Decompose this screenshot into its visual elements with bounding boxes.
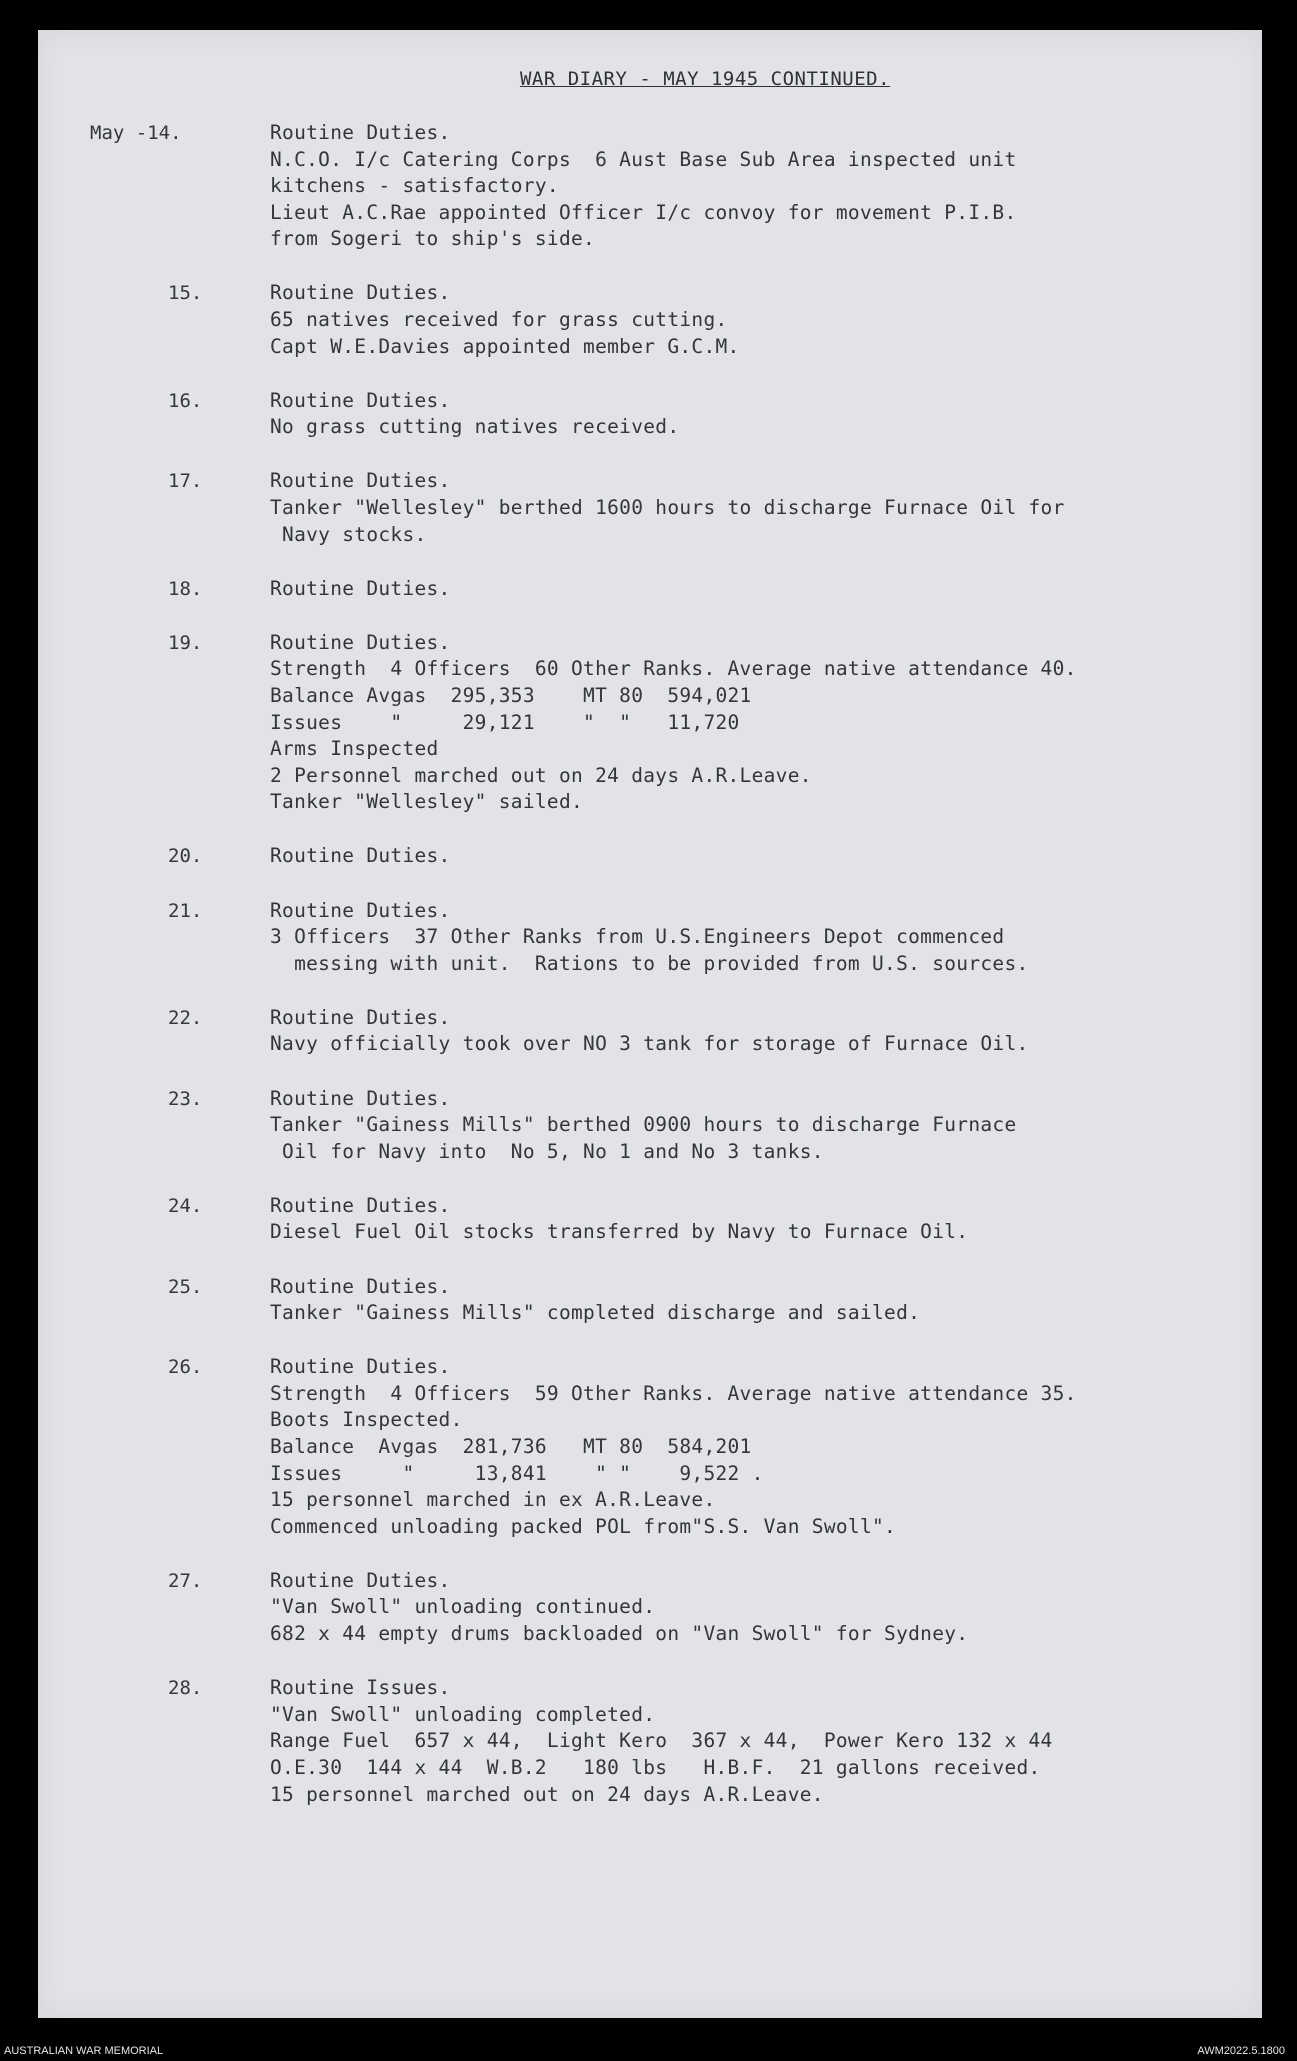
diary-entry	[38, 1568, 1262, 1648]
entry-line: Tanker "Wellesley" berthed 1600 hours to discharge Furnace Oil for	[270, 496, 1065, 520]
entry-text	[270, 120, 1262, 253]
entry-text	[270, 630, 1262, 816]
entry-line: Navy stocks.	[270, 522, 427, 546]
diary-entry	[38, 630, 1262, 816]
footer-institution: AUSTRALIAN WAR MEMORIAL	[4, 2045, 164, 2057]
entry-line: Diesel Fuel Oil stocks transferred by Navy to Furnace Oil.	[270, 1220, 969, 1244]
entry-line: Strength 4 Officers 60 Other Ranks. Average native attendance 40.	[270, 657, 1077, 681]
entry-date: 27.	[168, 1569, 203, 1592]
diary-entries	[38, 120, 1262, 1836]
entry-date: 26.	[168, 1356, 203, 1379]
entry-line: Commenced unloading packed POL from"S.S. Van Swoll".	[270, 1514, 897, 1538]
entry-text	[270, 843, 1262, 870]
entry-date: 23.	[168, 1087, 203, 1110]
entry-date: 20.	[168, 845, 203, 868]
entry-text	[270, 1005, 1262, 1058]
entry-line: O.E.30 144 x 44 W.B.2 180 lbs H.B.F. 21 gallons received.	[270, 1755, 1041, 1779]
entry-text	[270, 280, 1262, 360]
entry-line: 2 Personnel marched out on 24 days A.R.Leave.	[270, 763, 812, 787]
entry-line: 682 x 44 empty drums backloaded on "Van Swoll" for Sydney.	[270, 1622, 969, 1646]
entry-line: 15 personnel marched in ex A.R.Leave.	[270, 1488, 716, 1512]
entry-line: kitchens - satisfactory.	[270, 174, 559, 198]
entry-line: N.C.O. I/c Catering Corps 6 Aust Base Sub Area inspected unit	[270, 147, 1017, 171]
diary-entry	[38, 1086, 1262, 1166]
entry-date: 15.	[168, 282, 203, 305]
entry-text	[270, 1086, 1262, 1166]
entry-text	[270, 898, 1262, 978]
entry-line: Range Fuel 657 x 44, Light Kero 367 x 44, Power Kero 132 x 44	[270, 1729, 1053, 1753]
entry-line: Boots Inspected.	[270, 1408, 463, 1432]
entry-date: 22.	[168, 1006, 203, 1029]
diary-entry	[38, 468, 1262, 548]
entry-line: Balance Avgas 281,736 MT 80 584,201	[270, 1434, 752, 1458]
entry-line: Lieut A.C.Rae appointed Officer I/c convoy for movement P.I.B.	[270, 200, 1017, 224]
entry-text	[270, 1193, 1262, 1246]
entry-line: messing with unit. Rations to be provided from U.S. sources.	[270, 951, 1029, 975]
entry-line: Routine Duties.	[270, 281, 451, 305]
entry-date: 21.	[168, 899, 203, 922]
entry-line: Routine Duties.	[270, 898, 451, 922]
entry-date: 17.	[168, 470, 203, 493]
entry-line: Routine Duties.	[270, 576, 451, 600]
entry-line: Routine Duties.	[270, 1005, 451, 1029]
entry-line: Capt W.E.Davies appointed member G.C.M.	[270, 334, 740, 358]
diary-entry	[38, 388, 1262, 441]
entry-line: Routine Duties.	[270, 844, 451, 868]
entry-date: 19.	[168, 631, 203, 654]
entry-date: 24.	[168, 1194, 203, 1217]
diary-entry	[38, 280, 1262, 360]
entry-line: Tanker "Gainess Mills" completed discharge and sailed.	[270, 1301, 921, 1325]
entry-line: Routine Duties.	[270, 1274, 451, 1298]
entry-line: Routine Duties.	[270, 630, 451, 654]
entry-text	[270, 576, 1262, 603]
page-title: WAR DIARY - MAY 1945 CONTINUED.	[519, 68, 891, 90]
entry-line: No grass cutting natives received.	[270, 415, 680, 439]
diary-entry	[38, 1675, 1262, 1808]
entry-line: Routine Duties.	[270, 1086, 451, 1110]
entry-line: 15 personnel marched out on 24 days A.R.Leave.	[270, 1782, 824, 1806]
diary-entry	[38, 1354, 1262, 1540]
diary-entry	[38, 1193, 1262, 1246]
entry-date: 28.	[168, 1677, 203, 1700]
diary-entry	[38, 898, 1262, 978]
entry-line: Issues " 29,121 " " 11,720	[270, 710, 740, 734]
entry-line: "Van Swoll" unloading completed.	[270, 1702, 656, 1726]
diary-entry	[38, 1274, 1262, 1327]
entry-line: Routine Issues.	[270, 1676, 451, 1700]
entry-line: Navy officially took over NO 3 tank for storage of Furnace Oil.	[270, 1032, 1029, 1056]
diary-entry	[38, 1005, 1262, 1058]
entry-line: 3 Officers 37 Other Ranks from U.S.Engineers Depot commenced	[270, 925, 1005, 949]
entry-line: Routine Duties.	[270, 1568, 451, 1592]
entry-date: 25.	[168, 1275, 203, 1298]
entry-line: Oil for Navy into No 5, No 1 and No 3 tanks.	[270, 1139, 824, 1163]
entry-line: Arms Inspected	[270, 737, 439, 761]
entry-line: Tanker "Gainess Mills" berthed 0900 hours to discharge Furnace	[270, 1113, 1017, 1137]
entry-text	[270, 388, 1262, 441]
entry-text	[270, 1675, 1262, 1808]
entry-text	[270, 1354, 1262, 1540]
entry-line: "Van Swoll" unloading continued.	[270, 1595, 656, 1619]
entry-date: 16.	[168, 389, 203, 412]
diary-entry	[38, 576, 1262, 603]
entry-line: Routine Duties.	[270, 121, 451, 144]
entry-line: Strength 4 Officers 59 Other Ranks. Average native attendance 35.	[270, 1381, 1077, 1405]
footer-bar	[0, 2042, 1297, 2061]
entry-line: Tanker "Wellesley" sailed.	[270, 790, 584, 814]
entry-text	[270, 1274, 1262, 1327]
entry-line: Balance Avgas 295,353 MT 80 594,021	[270, 684, 752, 707]
entry-line: from Sogeri to ship's side.	[270, 227, 596, 251]
entry-text	[270, 1568, 1262, 1648]
entry-line: Issues " 13,841 " " 9,522 .	[270, 1461, 764, 1485]
entry-date: May -14.	[90, 122, 182, 144]
entry-text	[270, 468, 1262, 548]
entry-line: Routine Duties.	[270, 1193, 451, 1217]
entry-line: 65 natives received for grass cutting.	[270, 308, 728, 332]
diary-entry	[38, 120, 1262, 253]
entry-line: Routine Duties.	[270, 469, 451, 493]
entry-date: 18.	[168, 577, 203, 600]
entry-line: Routine Duties.	[270, 388, 451, 412]
document-page	[38, 30, 1262, 2018]
diary-entry	[38, 843, 1262, 870]
footer-accession-number: AWM2022.5.1800	[1197, 2045, 1285, 2057]
entry-line: Routine Duties.	[270, 1355, 451, 1379]
